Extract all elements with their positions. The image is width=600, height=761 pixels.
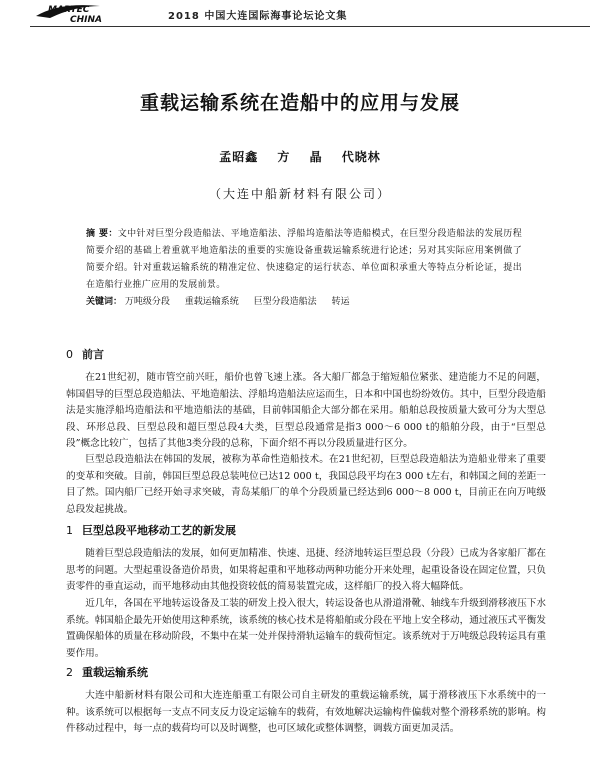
paragraph: 随着巨型总段造船法的发展，如何更加精准、快速、迅捷、经济地转运巨型总段（分段）已成为各家船厂都在思考的问题。大型起重设备造价昂贵，如果将起重和平地移动两种功能分开来处理，起重设备设在固定位置，只负责零件的垂直运动，而平地移动由其他投资较低的简易装置完成，这样船厂的投入将大幅降低。 [66,548,546,592]
running-header [30,0,590,27]
paper-title: 重载运输系统在造船中的应用与发展 [139,92,460,114]
section-heading-0 [66,346,104,362]
svg-text:MARTEC: MARTEC [48,5,90,15]
section-heading-1 [66,522,236,538]
section-number: 2 [66,666,73,679]
section-heading-2 [66,664,148,680]
keywords [86,294,522,310]
abstract-label: 摘 要： [86,229,118,239]
keyword: 巨型分段造船法 [253,297,317,307]
conference-name: 2018 中国大连国际海事论坛论文集 [168,11,348,22]
author-list [0,148,600,165]
keyword: 万吨级分段 [124,297,170,307]
section-number: 0 [66,348,73,361]
paragraph: 在21世纪初，随市管空前兴旺，船价也曾飞速上涨。各大船厂都急于缩短船位紧张、建造能力不足的问题，韩国倡导的巨型总段造船法、平地造船法、浮船坞造船法应运而生，日本和中国也纷纷效仿。其中，巨型分段造船法是实施浮船坞造船法和平地造船法的基础，目前韩国船企大部分都在采用。船舶总段按质量大致可分为大型总段、环形总段、巨型总段和超巨型总段4大类，巨型总段通常是指3 000～6 000 t的船舶分段，由于“巨型总段”概念比较广，包括了其他3类分段的总称，下面介绍不再以分段质量进行区分。 [66,372,546,449]
keywords-label: 关键词： [86,297,123,307]
paragraph: 大连中船新材料有限公司和大连连船重工有限公司自主研发的重载运输系统，属于滑移液压下水系统中的一种。该系统可以根据每一支点不同支反力设定运输车的载荷，有效地解决运输构件偏载对整个滑移系统的影响。构件移动过程中，每一点的载荷均可以及时调整，也可区域化或整体调整，调载方面更加灵活。 [66,690,546,734]
paragraph: 巨型总段造船法在韩国的发展，被称为革命性造船技术。在21世纪初，巨型总段造船法为造船业带来了重要的变革和突破。目前，韩国巨型总段总装吨位已达12 000 t，我国总段平均在3 000 t左右，和韩国之间的差距一目了然。国内船厂已经开始寻求突破，青岛某船厂的单个分段质量已经达到6 000～8 000 t，目前正在向万吨级总段发起挑战。 [66,454,546,515]
affiliation: （大连中船新材料有限公司） [208,187,391,201]
abstract [86,226,522,294]
paragraph: 近几年，各国在平地转运设备及工装的研发上投入很大，转运设备也从滑道滑靴、轴线车升级到滑移液压下水系统。韩国船企最先开始使用这种系统，该系统的核心技术是将船舶或分段在平地上安全移动，通过液压式平衡发置确保船体的质量在移动阶段，不集中在某一处并保持滑轨运输车的载荷恒定。该系统对于万吨级总段转运具有重要作用。 [66,598,546,659]
section-title: 重载运输系统 [82,666,148,679]
section-number: 1 [66,524,73,537]
author: 代晓林 [341,150,381,164]
martec-china-logo [30,0,140,24]
section-title: 巨型总段平地移动工艺的新发展 [82,524,236,537]
svg-text:CHINA: CHINA [70,15,102,24]
abstract-text: 文中针对巨型分段造船法、平地造船法、浮船坞造船法等造船模式，在巨型分段造船法的发展历程简要介绍的基础上着重就平地造船法的重要的实施设备重载运输系统进行论述；另对其实际应用案例做了简要介绍。针对重载运输系统的精准定位、快速稳定的运行状态、单位面积承重大等特点分析论证，提出在造船行业推广应用的发展前景。 [86,229,522,290]
section-title: 前言 [82,348,104,361]
keyword: 转运 [331,297,350,307]
author: 孟昭鑫 [219,150,259,164]
keyword: 重载运输系统 [184,297,239,307]
author: 方 晶 [277,150,323,164]
